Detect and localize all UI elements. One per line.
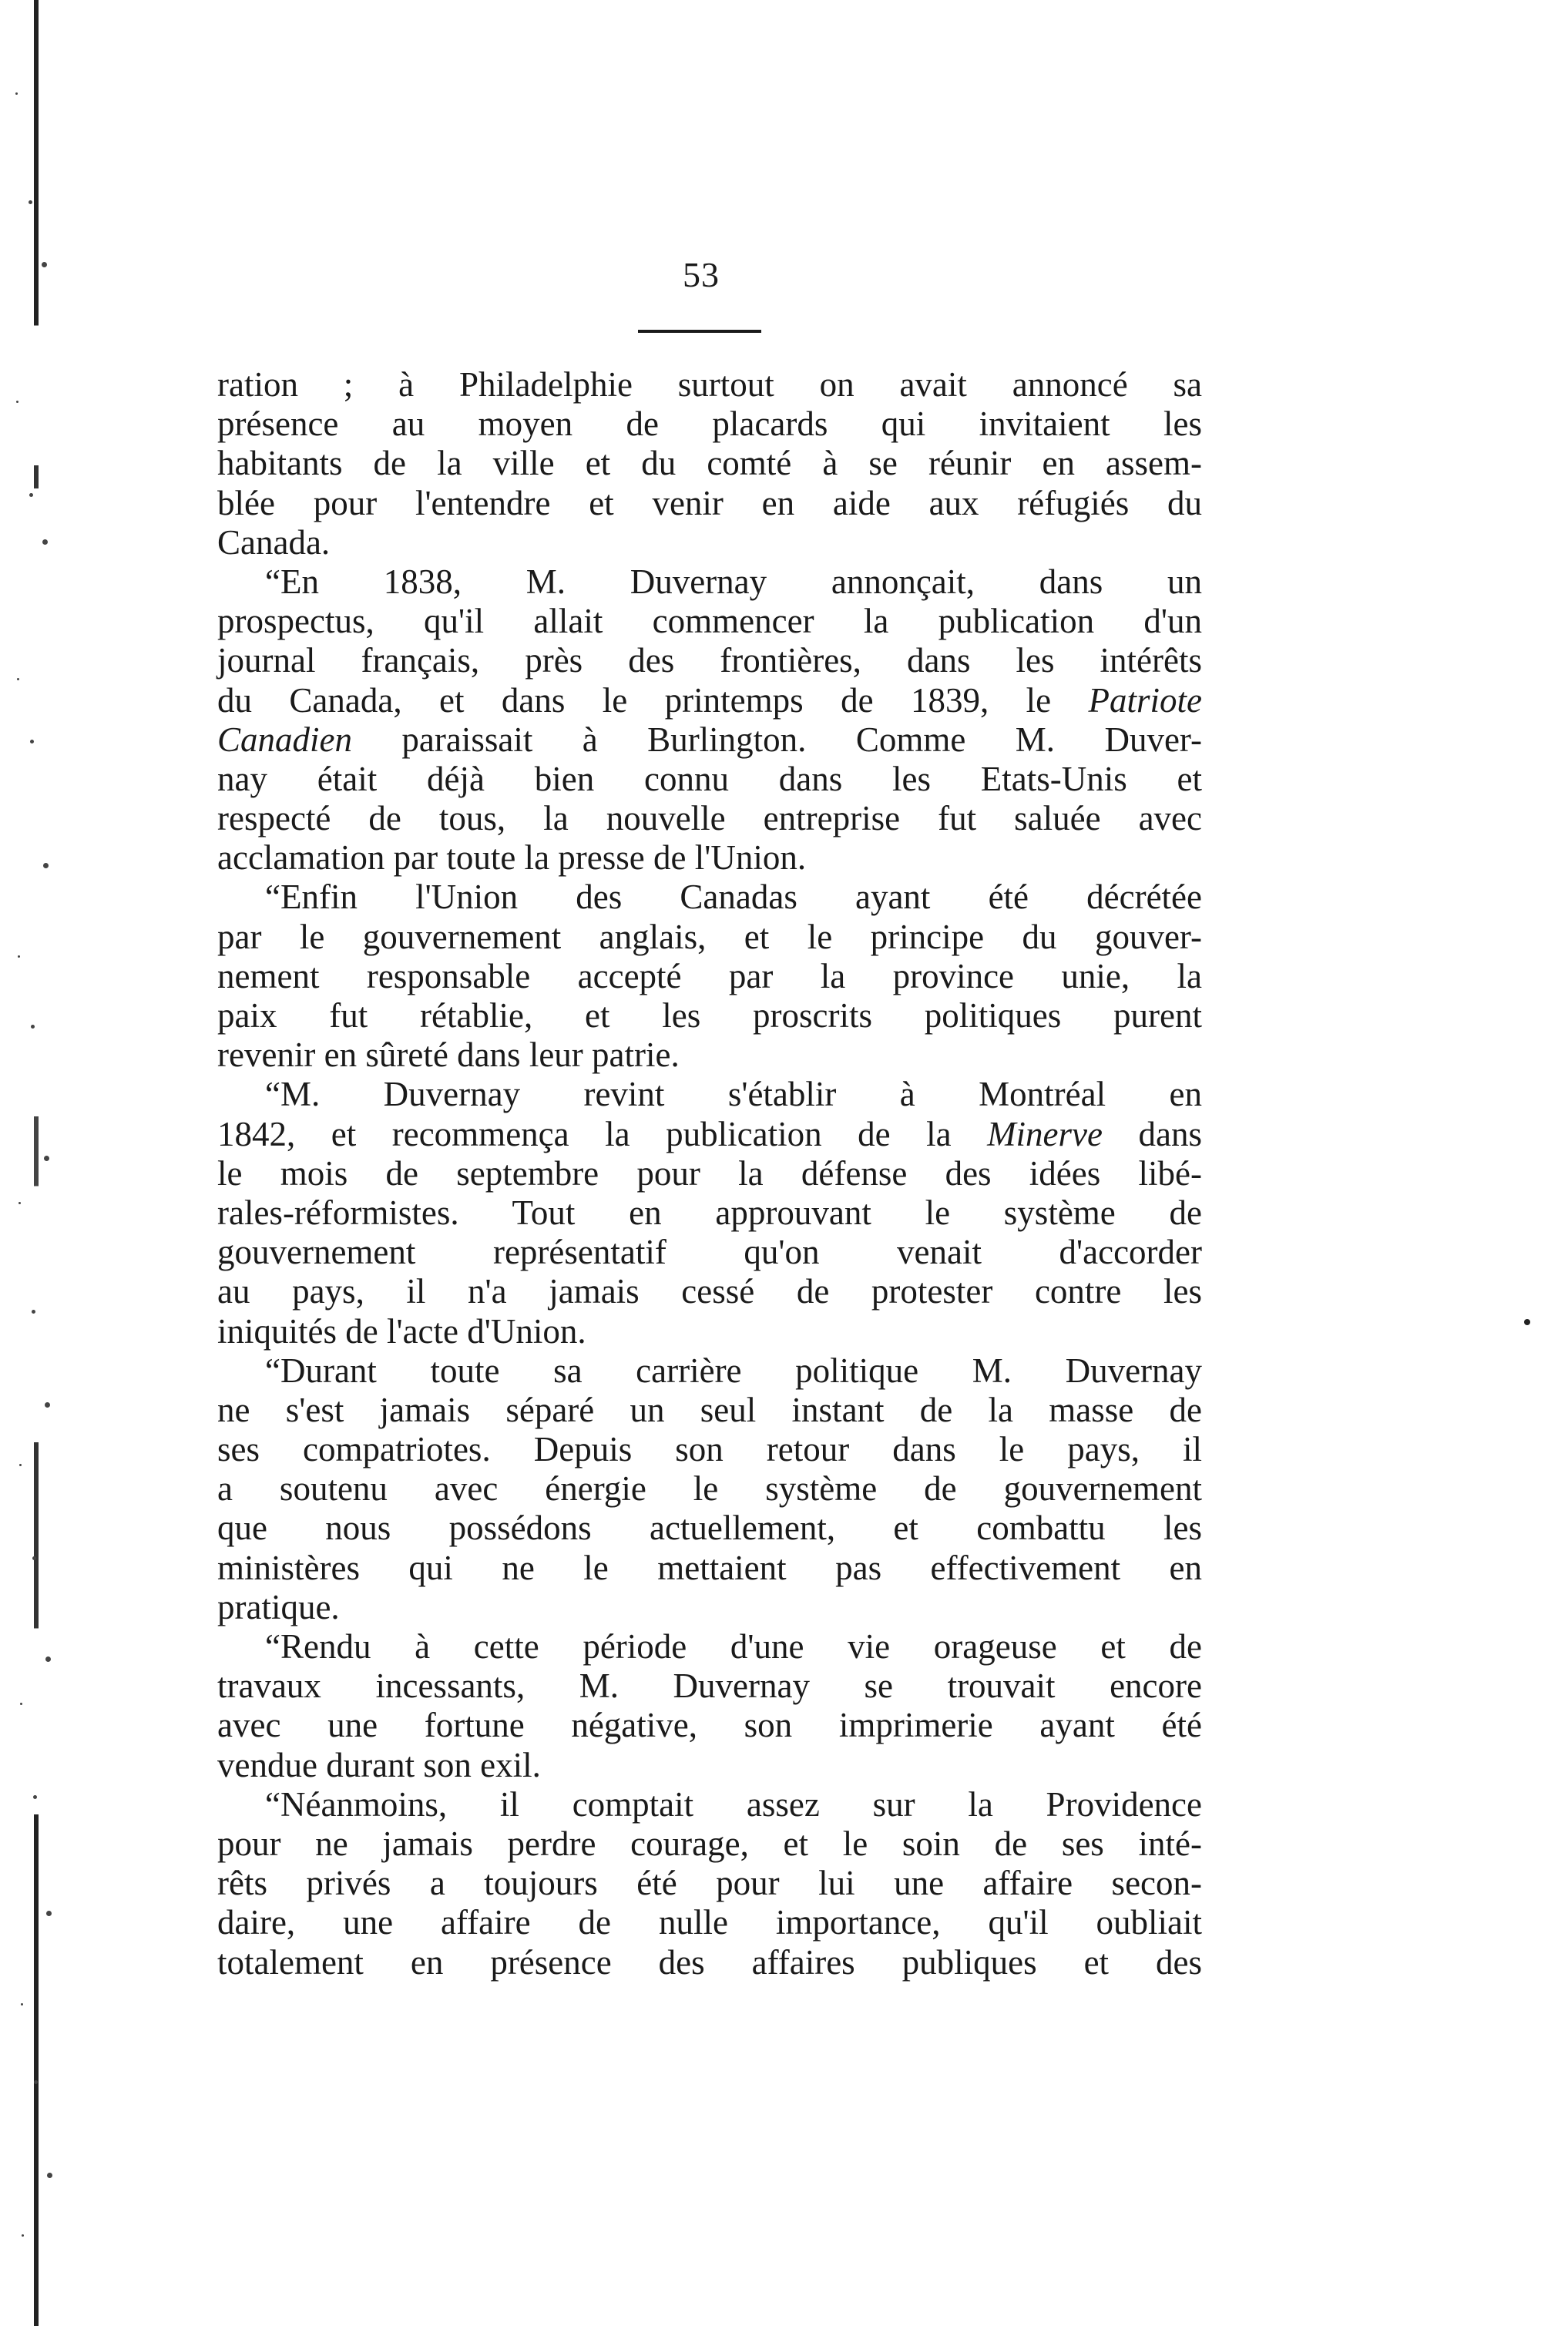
scan-speck <box>17 678 19 680</box>
text-line <box>217 996 1202 1035</box>
line-text: “Rendu à cette période d'une vie orageuse et de <box>265 1627 1202 1666</box>
line-text: pour ne jamais perdre courage, et le soin de ses inté- <box>217 1824 1202 1863</box>
scan-speck <box>42 262 47 267</box>
text-line <box>217 1193 1202 1233</box>
scan-speck <box>20 1703 22 1705</box>
scan-speck <box>15 92 18 95</box>
line-text: Canada. <box>217 522 331 562</box>
line-text: au pays, il n'a jamais cessé de protester contre les <box>217 1272 1202 1311</box>
text-line <box>217 1864 1202 1903</box>
line-text: “Néanmoins, il comptait assez sur la Providence <box>265 1784 1202 1824</box>
text-line <box>217 1943 1202 1982</box>
scan-speck <box>33 1795 37 1799</box>
binding-shadow <box>34 0 39 2326</box>
text-line <box>217 720 1202 760</box>
text-line <box>217 838 1202 878</box>
text-line <box>217 1075 1202 1114</box>
text-line <box>217 1588 1202 1627</box>
line-text: a soutenu avec énergie le système de gouvernement <box>217 1469 1202 1509</box>
text-line <box>217 1351 1202 1391</box>
text-line <box>217 1509 1202 1548</box>
text-line <box>217 1824 1202 1864</box>
page-number: 53 <box>683 255 720 294</box>
text-line <box>217 760 1202 799</box>
scan-speck <box>45 1402 50 1408</box>
line-text-tail: dans <box>1102 1114 1202 1153</box>
italic-title: Canadien <box>217 720 352 759</box>
text-line <box>217 484 1202 523</box>
text-line <box>217 1430 1202 1469</box>
line-text: rêts privés a toujours été pour lui une affaire secon- <box>217 1864 1202 1903</box>
body-text <box>217 365 1202 1982</box>
scan-speck <box>18 1202 21 1204</box>
line-text: journal français, près des frontières, dans les intérêts <box>217 641 1202 680</box>
scan-speck <box>29 200 32 204</box>
line-text: rales-réformistes. Tout en approuvant le système de <box>217 1193 1202 1232</box>
scan-speck <box>43 863 49 868</box>
line-text: “En 1838, M. Duvernay annonçait, dans un <box>265 562 1202 601</box>
line-text: habitants de la ville et du comté à se réunir en assem- <box>217 444 1202 483</box>
scan-speck <box>1524 1319 1530 1325</box>
scan-speck <box>29 493 33 497</box>
text-line <box>217 1233 1202 1272</box>
line-text: respecté de tous, la nouvelle entreprise fut saluée avec <box>217 799 1202 838</box>
line-text: vendue durant son exil. <box>217 1745 541 1784</box>
text-line <box>217 957 1202 996</box>
text-line <box>217 1666 1202 1706</box>
line-text: gouvernement représentatif qu'on venait d'accorder <box>217 1233 1202 1272</box>
line-text: paix fut rétablie, et les proscrits politiques purent <box>217 996 1202 1035</box>
scan-speck <box>46 1911 52 1916</box>
scan-speck <box>42 539 48 545</box>
text-line <box>217 1312 1202 1351</box>
line-text: 1842, et recommença la publication de la <box>217 1114 988 1153</box>
text-line <box>217 1035 1202 1075</box>
line-text: prospectus, qu'il allait commencer la publication d'un <box>217 602 1202 641</box>
text-line <box>217 444 1202 483</box>
text-line <box>217 918 1202 957</box>
text-line <box>217 602 1202 641</box>
text-line <box>217 1627 1202 1666</box>
page-number-rule <box>638 330 761 333</box>
line-text: ration ; à Philadelphie surtout on avait annoncé sa <box>217 365 1202 404</box>
text-line <box>217 681 1202 720</box>
scan-speck <box>18 955 20 958</box>
scan-speck <box>32 1556 36 1560</box>
text-line <box>217 878 1202 917</box>
scan-speck <box>30 740 34 743</box>
text-line <box>217 1785 1202 1824</box>
text-line <box>217 641 1202 680</box>
line-text: “Enfin l'Union des Canadas ayant été décrétée <box>265 878 1202 917</box>
text-line <box>217 1706 1202 1745</box>
text-line <box>217 1903 1202 1942</box>
scan-speck <box>34 2080 38 2084</box>
line-text: acclamation par toute la presse de l'Union. <box>217 838 807 878</box>
scan-speck <box>32 1310 35 1314</box>
text-line <box>217 1272 1202 1311</box>
text-line <box>217 404 1202 444</box>
line-text: “Durant toute sa carrière politique M. Duvernay <box>265 1351 1202 1390</box>
text-line <box>217 562 1202 602</box>
line-text: nement responsable accepté par la province unie, la <box>217 956 1202 995</box>
line-text: avec une fortune négative, son imprimerie ayant été <box>217 1706 1202 1745</box>
line-text: totalement en présence des affaires publiques et des <box>217 1942 1202 1982</box>
scan-speck <box>47 2173 52 2178</box>
line-text: blée pour l'entendre et venir en aide aux réfugiés du <box>217 483 1202 522</box>
text-line <box>217 1391 1202 1430</box>
line-text: ministères qui ne le mettaient pas effectivement en <box>217 1548 1202 1587</box>
scan-speck <box>16 401 18 403</box>
binding-edge <box>0 0 69 2326</box>
line-text: nay était déjà bien connu dans les Etats-Unis et <box>217 759 1202 798</box>
scan-speck <box>44 1156 49 1161</box>
line-text: pratique. <box>217 1587 340 1626</box>
line-text: paraissait à Burlington. Comme M. Duver- <box>352 720 1202 759</box>
line-text: travaux incessants, M. Duvernay se trouvait encore <box>217 1666 1202 1706</box>
line-text: revenir en sûreté dans leur patrie. <box>217 1035 680 1075</box>
line-text: présence au moyen de placards qui invitaient les <box>217 404 1202 444</box>
line-text: iniquités de l'acte d'Union. <box>217 1311 586 1351</box>
scan-speck <box>45 1656 51 1662</box>
text-line <box>217 365 1202 404</box>
text-line <box>217 1154 1202 1193</box>
line-text: ses compatriotes. Depuis son retour dans le pays, il <box>217 1430 1202 1469</box>
line-text: “M. Duvernay revint s'établir à Montréal en <box>265 1075 1202 1114</box>
text-line <box>217 523 1202 562</box>
text-line <box>217 799 1202 838</box>
italic-title: Minerve <box>987 1114 1103 1153</box>
scan-speck <box>21 2003 23 2005</box>
scan-speck <box>31 1025 35 1029</box>
text-line <box>217 1115 1202 1154</box>
text-line <box>217 1469 1202 1509</box>
line-text: que nous possédons actuellement, et combattu les <box>217 1509 1202 1548</box>
italic-title: Patriote <box>1088 680 1202 720</box>
text-line <box>217 1746 1202 1785</box>
line-text: par le gouvernement anglais, et le principe du gouver- <box>217 917 1202 956</box>
text-line <box>217 1549 1202 1588</box>
scan-speck <box>22 2234 24 2237</box>
scan-speck <box>19 1464 22 1466</box>
line-text: du Canada, et dans le printemps de 1839, le <box>217 680 1089 720</box>
line-text: le mois de septembre pour la défense des idées libé- <box>217 1153 1202 1193</box>
line-text: daire, une affaire de nulle importance, qu'il oubliait <box>217 1903 1202 1942</box>
line-text: ne s'est jamais séparé un seul instant de la masse de <box>217 1390 1202 1429</box>
